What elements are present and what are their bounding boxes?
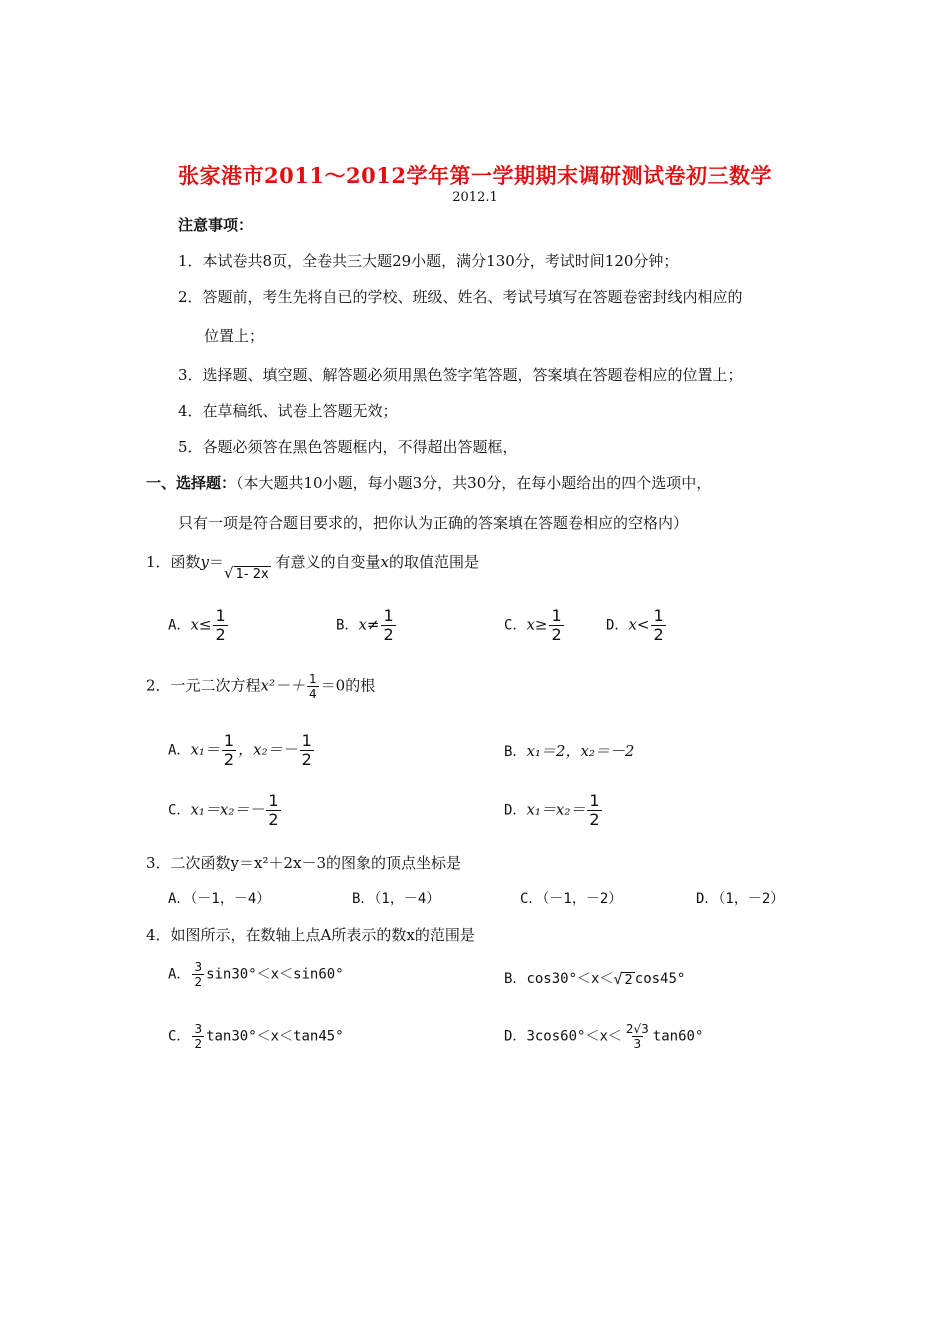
option-expr: cos30°＜x＜ <box>526 971 614 987</box>
fraction <box>307 672 319 701</box>
option-label: B． <box>504 971 527 987</box>
option-label: A． <box>168 617 191 634</box>
fraction <box>213 607 227 644</box>
option-expr: x₁＝ <box>190 740 220 759</box>
q1-y: y <box>200 553 210 571</box>
denominator: 2 <box>215 625 226 644</box>
option-label: C． <box>168 1028 191 1045</box>
fraction <box>587 792 601 829</box>
option-expr: tan30°＜x＜tan45° <box>206 1028 344 1045</box>
denominator: 2 <box>194 1037 203 1051</box>
option-label: B． <box>504 744 527 760</box>
q2-expr: x²－＋ <box>260 676 306 695</box>
q1-post2: 的取值范围是 <box>388 553 479 571</box>
numerator: 1 <box>589 791 600 810</box>
option-label: A． <box>168 966 191 983</box>
option-label: C． <box>168 802 191 819</box>
section-1-desc: （本大题共10小题，每小题3分，共30分，在每小题给出的四个选项中， <box>236 474 712 492</box>
fraction <box>300 732 314 769</box>
notice-item-2: 2．答题前，考生先将自已的学校、班级、姓名、考试号填写在答题卷密封线内相应的 <box>178 288 743 306</box>
denominator: 2 <box>194 975 203 989</box>
question-2 <box>146 672 375 701</box>
section-1-desc-cont: 只有一项是符合题目要求的，把你认为正确的答案填在答题卷相应的空格内） <box>178 514 689 532</box>
fraction <box>222 732 236 769</box>
denominator: 2 <box>653 625 664 644</box>
fraction <box>266 792 280 829</box>
q2-option-c <box>168 792 283 829</box>
option-expr: 3cos60°＜x＜ <box>526 1028 622 1045</box>
option-expr: sin30°＜x＜sin60° <box>206 966 344 983</box>
q4-option-d <box>504 1022 703 1051</box>
q1-option-d <box>606 607 668 644</box>
q3-option-d: D．（1，－2） <box>696 891 785 907</box>
numerator: 2√3 <box>625 1022 649 1036</box>
option-label: A． <box>168 742 191 759</box>
notice-item-4: 4．在草稿纸、试卷上答题无效； <box>178 402 398 420</box>
fraction <box>651 607 665 644</box>
q1-sqrt <box>224 564 271 582</box>
q1-x: x <box>380 553 389 571</box>
notice-item-1: 1．本试卷共8页，全卷共三大题29小题，满分130分，考试时间120分钟； <box>178 252 679 270</box>
exam-date: 2012.1 <box>452 190 498 205</box>
option-label: D． <box>504 802 527 819</box>
q3-option-b: B．（1，－4） <box>352 891 441 907</box>
option-expr: x< <box>628 615 650 634</box>
numerator: 1 <box>653 606 664 625</box>
section-1-line <box>146 472 711 493</box>
numerator: 3 <box>194 1022 203 1036</box>
numerator: 1 <box>301 731 312 750</box>
denominator: 2 <box>383 625 394 644</box>
option-label: C． <box>504 617 527 634</box>
fraction <box>192 960 204 989</box>
option-expr: cos45° <box>634 971 686 987</box>
section-1-heading: 一、选择题： <box>146 474 237 492</box>
radical-sign-icon: √ <box>224 564 234 582</box>
denominator: 2 <box>551 625 562 644</box>
option-expr: x₁＝x₂＝ <box>526 800 586 819</box>
fraction <box>549 607 563 644</box>
fraction <box>192 1022 204 1051</box>
option-expr: x₁＝2，x₂＝－2 <box>526 742 635 760</box>
q2-pre: 2．一元二次方程 <box>146 676 261 695</box>
notice-item-3: 3．选择题、填空题、解答题必须用黑色签字笔答题，答案填在答题卷相应的位置上； <box>178 366 743 384</box>
option-expr: ，x₂＝－ <box>238 740 298 759</box>
notice-item-5: 5．各题必须答在黑色答题框内，不得超出答题框， <box>178 438 518 456</box>
option-label: D． <box>606 617 629 634</box>
q2-option-a <box>168 732 316 769</box>
numerator: 1 <box>215 606 226 625</box>
q4-option-c <box>168 1022 344 1051</box>
q1-radicand: 1- 2x <box>235 567 269 582</box>
numerator: 1 <box>383 606 394 625</box>
q1-post1: 有意义的自变量 <box>275 553 381 571</box>
radicand: 2 <box>624 973 633 988</box>
option-expr: tan60° <box>652 1028 704 1045</box>
option-label: D． <box>504 1028 527 1045</box>
q3-option-a: A．（－1，－4） <box>168 891 271 907</box>
q1-option-b <box>336 607 398 644</box>
denominator: 2 <box>589 810 600 829</box>
q2-post: ＝0的根 <box>320 676 376 695</box>
q3-option-c: C．（－1，－2） <box>520 891 623 907</box>
exam-title: 张家港市2011～2012学年第一学期期末调研测试卷初三数学 <box>178 163 772 188</box>
notice-heading: 注意事项： <box>178 216 254 234</box>
question-3: 3．二次函数y＝x²＋2x－3的图象的顶点坐标是 <box>146 854 462 872</box>
radical-sign-icon: √ <box>613 970 623 988</box>
option-expr: x₁＝x₂＝－ <box>190 800 265 819</box>
q2-option-d <box>504 792 604 829</box>
fraction <box>624 1022 651 1051</box>
numerator: 1 <box>268 791 279 810</box>
numerator: 3 <box>194 960 203 974</box>
q2-option-b <box>504 740 634 761</box>
q1-option-a <box>168 607 230 644</box>
denominator: 3 <box>633 1037 642 1051</box>
option-label: B． <box>336 617 359 634</box>
q1-pre: 1．函数 <box>146 553 201 571</box>
q4-option-b <box>504 968 685 988</box>
fraction <box>381 607 395 644</box>
option-expr: x≤ <box>190 615 212 634</box>
numerator: 1 <box>551 606 562 625</box>
notice-item-2-cont: 位置上； <box>204 327 265 345</box>
denominator: 2 <box>223 750 235 769</box>
q4-option-a <box>168 960 344 989</box>
numerator: 1 <box>309 672 317 686</box>
denominator: 2 <box>301 750 312 769</box>
sqrt <box>613 970 634 988</box>
q1-eq: ＝ <box>209 553 225 571</box>
option-expr: x≥ <box>526 615 548 634</box>
q1-option-c <box>504 607 566 644</box>
question-4: 4．如图所示，在数轴上点A所表示的数x的范围是 <box>146 926 475 944</box>
denominator: 2 <box>268 810 279 829</box>
option-expr: x≠ <box>358 615 380 634</box>
numerator: 1 <box>223 731 235 750</box>
denominator: 4 <box>309 687 317 701</box>
question-1 <box>146 551 479 582</box>
